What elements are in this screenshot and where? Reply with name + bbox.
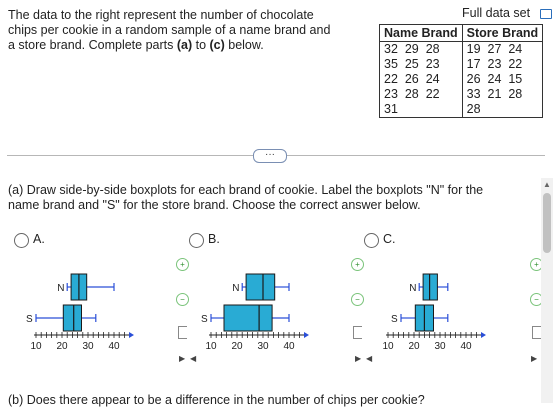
box: [246, 274, 275, 300]
column-header-name-brand: Name Brand: [380, 25, 463, 42]
problem-intro: [8, 8, 358, 53]
scroll-left-icon[interactable]: ◀: [190, 354, 197, 363]
full-data-set-link[interactable]: Full data set: [462, 6, 531, 20]
scroll-up-icon[interactable]: ▲: [543, 180, 551, 189]
intro-text: to: [192, 38, 210, 52]
axis-arrow: [304, 332, 309, 338]
name-brand-cell: 23 28 22: [380, 87, 463, 102]
zoom-in-icon[interactable]: +: [351, 258, 364, 271]
axis-arrow: [129, 332, 134, 338]
tick-label: 20: [56, 341, 68, 352]
boxplot-label: N: [57, 283, 65, 294]
expand-button[interactable]: ···: [253, 149, 287, 163]
tick-label: 10: [30, 341, 42, 352]
expand-graph-icon[interactable]: [353, 326, 362, 339]
zoom-in-icon[interactable]: +: [530, 258, 543, 271]
boxplot-label: S: [391, 314, 398, 325]
tick-label: 40: [460, 341, 472, 352]
boxplot-label: N: [409, 283, 417, 294]
tick-label: 30: [82, 341, 94, 352]
intro-line-1: The data to the right represent the number of chocolate: [8, 8, 314, 22]
zoom-out-icon[interactable]: −: [530, 293, 543, 306]
part-a-ref: (a): [176, 38, 193, 52]
box: [63, 305, 81, 331]
question-a: [8, 183, 528, 213]
expand-graph-icon[interactable]: [178, 326, 187, 339]
intro-line-3: [8, 38, 358, 53]
tick-label: 30: [434, 341, 446, 352]
box: [423, 274, 437, 300]
boxplot-option-b: [199, 260, 349, 355]
store-brand-cell: 26 24 15: [462, 72, 543, 87]
question-a-line-2: name brand and "S" for the store brand. Choose the correct answer below.: [8, 198, 421, 212]
zoom-out-icon[interactable]: −: [351, 293, 364, 306]
zoom-in-icon[interactable]: +: [176, 258, 189, 271]
axis-arrow: [481, 332, 486, 338]
boxplot-option-a: [24, 260, 174, 355]
tick-label: 40: [108, 341, 120, 352]
tick-label: 20: [408, 341, 420, 352]
question-b-text: (b) Does there appear to be a difference in the number of chips per cookie?: [8, 393, 425, 407]
boxplot-option-c: [376, 260, 526, 355]
name-brand-cell: 22 26 24: [380, 72, 463, 87]
column-header-store-brand: Store Brand: [462, 25, 543, 42]
name-brand-cell: 35 25 23: [380, 57, 463, 72]
scroll-left-icon[interactable]: ◀: [366, 354, 373, 363]
part-c-ref: (c): [209, 38, 225, 52]
box: [224, 305, 272, 331]
scroll-right-icon[interactable]: ▶: [179, 354, 186, 363]
intro-text: below.: [224, 38, 264, 52]
boxplot-label: S: [201, 314, 208, 325]
store-brand-cell: 17 23 22: [462, 57, 543, 72]
expand-graph-icon[interactable]: [532, 326, 541, 339]
name-brand-cell: 31: [380, 102, 463, 118]
tick-label: 20: [231, 341, 243, 352]
intro-text: a store brand. Complete parts: [8, 38, 177, 52]
boxplot-label: S: [26, 314, 33, 325]
scroll-right-icon[interactable]: ▶: [531, 354, 538, 363]
tick-label: 10: [382, 341, 394, 352]
tick-label: 10: [205, 341, 217, 352]
option-a-label[interactable]: A.: [33, 232, 45, 246]
option-b-radio[interactable]: [189, 233, 204, 248]
boxplot-label: N: [232, 283, 240, 294]
scrollbar-thumb[interactable]: [543, 193, 551, 253]
tick-label: 30: [257, 341, 269, 352]
intro-line-2: chips per cookie in a random sample of a name brand and: [8, 23, 331, 37]
name-brand-cell: 32 29 28: [380, 42, 463, 58]
scroll-right-icon[interactable]: ▶: [355, 354, 362, 363]
option-c-radio[interactable]: [364, 233, 379, 248]
option-b-label[interactable]: B.: [208, 232, 220, 246]
tick-label: 40: [283, 341, 295, 352]
zoom-out-icon[interactable]: −: [176, 293, 189, 306]
store-brand-cell: 19 27 24: [462, 42, 543, 58]
store-brand-cell: 33 21 28: [462, 87, 543, 102]
store-brand-cell: 28: [462, 102, 543, 118]
data-table: [379, 24, 543, 118]
option-a-radio[interactable]: [14, 233, 29, 248]
data-table-icon[interactable]: [540, 9, 552, 19]
question-a-line-1: (a) Draw side-by-side boxplots for each brand of cookie. Label the boxplots "N" for the: [8, 183, 484, 197]
option-c-label[interactable]: C.: [383, 232, 396, 246]
